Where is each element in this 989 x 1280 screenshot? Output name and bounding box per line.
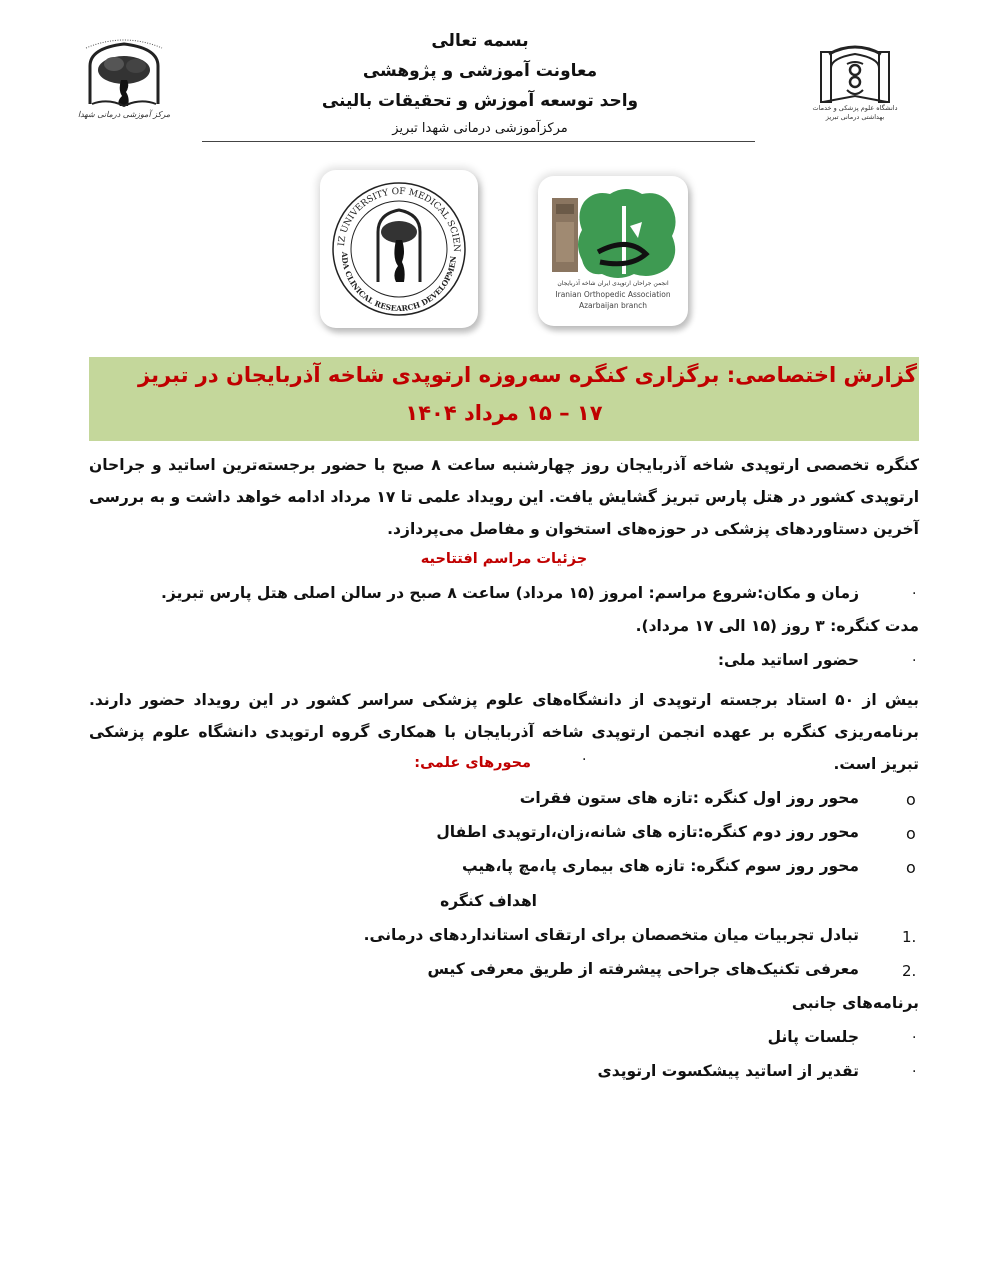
header-center: مرکزآموزشی درمانی شهدا تبریز xyxy=(392,121,568,136)
document-header xyxy=(200,26,760,142)
axis-day-2: محور روز دوم کنگره:تازه های شانه،زان،ارتوپدی اطفال xyxy=(436,823,859,841)
header-deputy: معاونت آموزشی و پژوهشی xyxy=(362,61,598,81)
header-unit: واحد توسعه آموزش و تحقیقات بالینی xyxy=(321,91,639,111)
faculty-label: حضور اساتید ملی: xyxy=(717,651,859,669)
side-program-1: جلسات پانل xyxy=(767,1028,859,1046)
association-caption-en-1: Iranian Orthopedic Association xyxy=(555,290,671,299)
bullet-dot-icon: · xyxy=(912,586,917,602)
orthopedic-association-logo-card xyxy=(538,176,688,326)
association-caption-en-2: Azarbaijan branch xyxy=(578,301,648,310)
seal-ring-bottom-text: ADA CLINICAL RESEARCH DEVELOPMEN xyxy=(339,251,459,314)
goal-item-1: تبادل تجربیات میان متخصصان برای ارتقای استانداردهای درمانی. xyxy=(363,926,859,944)
opening-time-place: زمان و مکان:شروع مراسم: امروز (۱۵ مرداد) ساعت ۸ صبح در سالن اصلی هتل پارس تبریز. xyxy=(161,584,859,602)
axis-day-3: محور روز سوم کنگره: تازه های بیماری پا،مچ پا،هیپ xyxy=(461,857,859,875)
goals-heading: اهداف کنگره xyxy=(440,892,537,910)
side-programs-heading: برنامه‌های جانبی xyxy=(791,994,919,1012)
goal-number: 2. xyxy=(902,962,917,980)
congress-duration: مدت کنگره: ۳ روز (۱۵ الی ۱۷ مرداد). xyxy=(635,617,919,635)
shohada-center-logo-caption: مرکز آموزشی درمانی شهدا xyxy=(77,110,171,119)
opening-ceremony-heading: جزئیات مراسم افتتاحیه xyxy=(420,551,588,567)
university-book-logo-icon xyxy=(815,38,895,110)
goal-number: 1. xyxy=(902,928,917,946)
report-title: گزارش اختصاصی: برگزاری کنگره سه‌روزه ارتوپدی شاخه آذربایجان در تبریز xyxy=(138,363,917,387)
report-title-banner xyxy=(89,357,919,441)
circle-bullet-icon: o xyxy=(906,824,916,843)
bullet-dot-icon: · xyxy=(912,653,917,669)
clinical-research-unit-logo-card xyxy=(320,170,478,328)
scientific-axes-heading: محورهای علمی: xyxy=(414,755,531,771)
tabriz-university-logo-caption: دانشگاه علوم پزشکی و خدمات بهداشتی درمانی تبریز xyxy=(812,104,898,121)
circle-bullet-icon: o xyxy=(906,790,916,809)
tabriz-university-logo xyxy=(812,38,898,124)
bullet-dot-icon: · xyxy=(912,1064,917,1080)
intro-paragraph: کنگره تخصصی ارتوپدی شاخه آذربایجان روز چهارشنبه ساعت ۸ صبح با حضور برجسته‌ترین اساتید و جراحان ارتوپدی کشور در هتل پارس تبریز گشایش یافت. این رویداد علمی تا ۱۷ مرداد ادامه خواهد داشت و به بررسی آخرین دستاوردهای پزشکی در حوزه‌های استخوان و مفاصل می‌پردازد. xyxy=(89,456,920,538)
header-invocation: بسمه تعالی xyxy=(431,31,529,51)
tabriz-university-seal-icon xyxy=(320,170,478,328)
report-dates: ۱۷ – ۱۵ مرداد ۱۴۰۴ xyxy=(405,401,603,425)
shohada-center-logo xyxy=(74,38,174,126)
faculty-paragraph: بیش از ۵۰ استاد برجسته ارتوپدی از دانشگاه‌های علوم پزشکی سراسر کشور در این رویداد حضور دارند. برنامه‌ریزی کنگره بر عهده انجمن ارتوپدی شاخه آذربایجان با همکاری گروه ارتوپدی دانشگاه علوم پزشکی تبریز است. xyxy=(89,691,919,773)
axis-day-1: محور روز اول کنگره :تازه های ستون فقرات xyxy=(519,789,859,807)
circle-bullet-icon: o xyxy=(906,858,916,877)
bullet-dot-icon: · xyxy=(582,752,587,768)
goal-item-2: معرفی تکنیک‌های جراحی پیشرفته از طریق معرفی کیس xyxy=(427,960,859,978)
bullet-dot-icon: · xyxy=(912,1030,917,1046)
side-program-2: تقدیر از اساتید پیشکسوت ارتوپدی xyxy=(597,1062,859,1080)
seal-ring-top-text: IZ UNIVERSITY OF MEDICAL SCIEN xyxy=(337,186,462,253)
header-divider xyxy=(202,141,755,142)
association-caption-fa: انجمن جراحان ارتوپدی ایران شاخه آذربایجان xyxy=(557,280,669,287)
